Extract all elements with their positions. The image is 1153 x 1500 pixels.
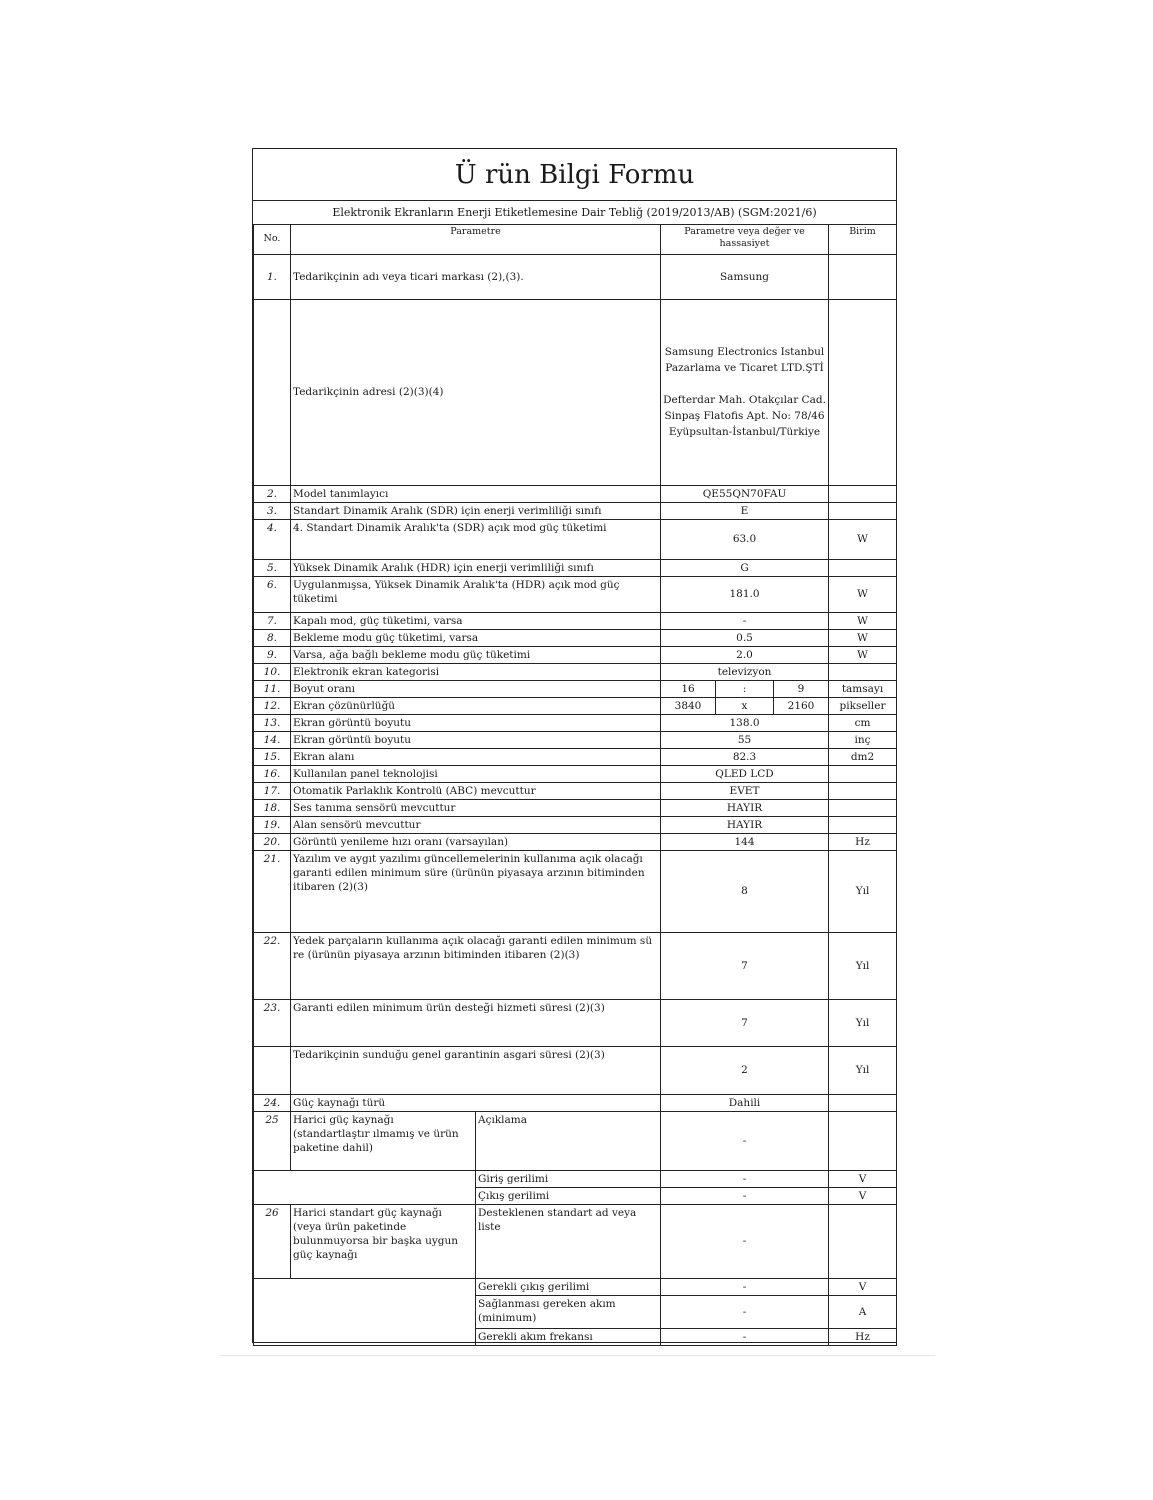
header-no: No. [254,225,291,254]
table-row: 22. Yedek parçaların kullanıma açık olacağı garanti edilen minimum sü re (ürünün piyasaya arzının bitiminden itibaren (2)(3) 7 Yıl [254,932,897,999]
table-row: 1. Tedarikçinin adı veya ticari markası (2),(3). Samsung [254,254,897,299]
form-title: Ü rün Bilgi Formu [253,149,896,201]
table-row: Gerekli çıkış gerilimi - V [254,1278,897,1295]
table-row: 13. Ekran görüntü boyutu 138.0 cm [254,714,897,731]
table-row: Çıkış gerilimi - V [254,1187,897,1204]
header-unit: Birim [829,225,897,254]
table-row: 19. Alan sensörü mevcuttur HAYIR [254,816,897,833]
header-parameter: Parametre [291,225,661,254]
table-row: 21. Yazılım ve aygıt yazılımı güncellemelerinin kullanıma açık olacağı garanti edilen minimum süre (ürünün piyasaya arzının bitiminden itibaren (2)(3) 8 Yıl [254,850,897,932]
table-row: Tedarikçinin adresi (2)(3)(4) Samsung Electronics Istanbul Pazarlama ve Ticaret LTD.ŞTİ Defterdar Mah. Otakçılar Cad. Sinpaş Flatofis Apt. No: 78/46 Eyüpsultan-İstanbul/Türkiye [254,299,897,485]
table-row: 7. Kapalı mod, güç tüketimi, varsa - W [254,612,897,629]
table-row: 3. Standart Dinamik Aralık (SDR) için enerji verimliliği sınıfı E [254,502,897,519]
form-subtitle: Elektronik Ekranların Enerji Etiketlemesine Dair Tebliğ (2019/2013/AB) (SGM:2021/6) [253,201,896,225]
table-row: 8. Bekleme modu güç tüketimi, varsa 0.5 W [254,629,897,646]
table-row: 2. Model tanımlayıcı QE55QN70FAU [254,485,897,502]
table-row: Giriş gerilimi - V [254,1170,897,1187]
table-row: 15. Ekran alanı 82.3 dm2 [254,748,897,765]
table-row: 18. Ses tanıma sensörü mevcuttur HAYIR [254,799,897,816]
header-value: Parametre veya değer ve hassasiyet [661,225,829,254]
product-info-form [252,148,897,1343]
table-row: Gerekli akım frekansı - Hz [254,1328,897,1345]
table-row: 14. Ekran görüntü boyutu 55 inç [254,731,897,748]
table-row: 6. Uygulanmışsa, Yüksek Dinamik Aralık'ta (HDR) açık mod güç tüketimi 181.0 W [254,576,897,612]
table-row: 17. Otomatik Parlaklık Kontrolü (ABC) mevcuttur EVET [254,782,897,799]
table-row: 20. Görüntü yenileme hızı oranı (varsayılan) 144 Hz [254,833,897,850]
table-header [254,225,897,254]
table-row: 5. Yüksek Dinamik Aralık (HDR) için enerji verimliliği sınıfı G [254,559,897,576]
table-row: 4. 4. Standart Dinamik Aralık'ta (SDR) açık mod güç tüketimi 63.0 W [254,519,897,559]
page-divider [220,1355,935,1356]
spec-table [253,225,897,1346]
table-row: 25 Harici güç kaynağı (standartlaştır ılmamış ve ürün paketine dahil) Açıklama - [254,1111,897,1170]
table-row: 16. Kullanılan panel teknolojisi QLED LCD [254,765,897,782]
table-row: Sağlanması gereken akım (minimum) - A [254,1295,897,1328]
table-row: 11. Boyut oranı 16 : 9 tamsayı [254,680,897,697]
table-row: 12. Ekran çözünürlüğü 3840 x 2160 pikseller [254,697,897,714]
table-row: 10. Elektronik ekran kategorisi televizyon [254,663,897,680]
supplier-address: Samsung Electronics Istanbul Pazarlama ve Ticaret LTD.ŞTİ Defterdar Mah. Otakçılar Cad. Sinpaş Flatofis Apt. No: 78/46 Eyüpsultan-İstanbul/Türkiye [661,299,829,485]
table-row: 9. Varsa, ağa bağlı bekleme modu güç tüketimi 2.0 W [254,646,897,663]
table-row: 24. Güç kaynağı türü Dahili [254,1094,897,1111]
table-row: Tedarikçinin sunduğu genel garantinin asgari süresi (2)(3) 2 Yıl [254,1046,897,1094]
table-row: 23. Garanti edilen minimum ürün desteği hizmeti süresi (2)(3) 7 Yıl [254,999,897,1046]
table-row: 26 Harici standart güç kaynağı (veya ürün paketinde bulunmuyorsa bir başka uygun güç kaynağı Desteklenen standart ad veya liste - [254,1204,897,1278]
